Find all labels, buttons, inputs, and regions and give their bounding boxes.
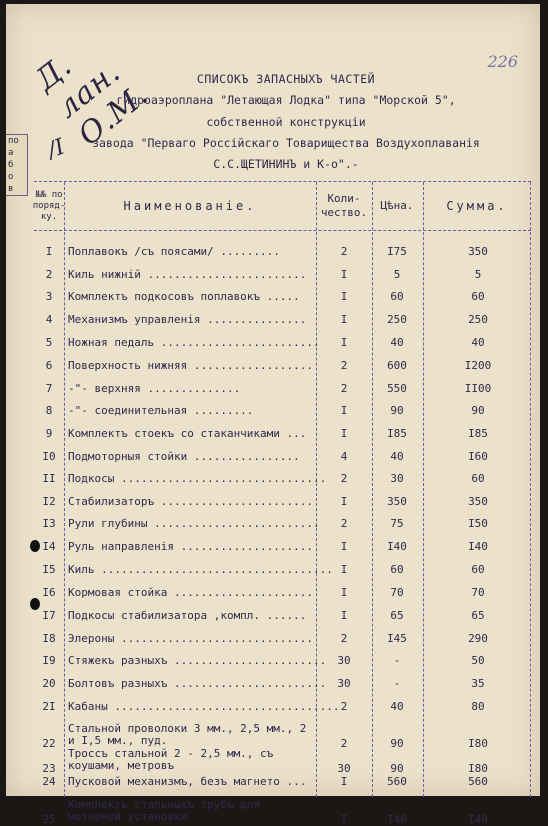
row-quantity: I (340, 813, 348, 826)
row-price: 90 (390, 762, 404, 775)
header-sum: Сумма. (446, 199, 508, 213)
column-divider (423, 182, 424, 797)
row-number: 22 (42, 737, 56, 750)
row-price: 5 (393, 268, 401, 281)
header-quantity: Коли-чество. (320, 192, 368, 219)
row-number: 8 (45, 404, 53, 417)
row-name: Подмоторныя стойки ................ (68, 450, 300, 463)
row-price: 40 (390, 336, 404, 349)
row-sum: 60 (471, 290, 485, 303)
row-name: Элероны ............................. (68, 632, 314, 645)
document-title: СПИСОКЪ ЗАПАСНЫХЪ ЧАСТЕЙ (196, 72, 376, 86)
row-sum: 50 (471, 654, 485, 667)
row-name: Комплектъ подкосовъ поплавокъ ..... (68, 290, 300, 303)
row-number: II (42, 472, 56, 485)
row-quantity: 4 (340, 450, 348, 463)
row-number: I2 (42, 495, 56, 508)
row-price: 550 (387, 382, 407, 395)
row-name: Руль направленія .................... (68, 540, 314, 553)
binding-tab-text: по а б о в (8, 136, 19, 194)
row-price: I85 (387, 427, 407, 440)
row-price: 90 (390, 737, 404, 750)
row-price: I75 (387, 245, 407, 258)
row-number: 25 (42, 813, 56, 826)
title-line-4: завода "Перваго Россійскаго Товарищества Воздухоплаванія (92, 136, 480, 150)
row-name: Поверхность нижняя .................. (68, 359, 314, 372)
row-quantity: I (340, 540, 348, 553)
row-sum: 90 (471, 404, 485, 417)
row-sum: I200 (464, 359, 492, 372)
row-number: 6 (45, 359, 53, 372)
row-name: Подкосы стабилизатора ,компл. ...... (68, 609, 307, 622)
row-price: 65 (390, 609, 404, 622)
handwritten-margin-note: Д. лан. О.М. (28, 48, 156, 153)
parts-table (32, 181, 531, 826)
row-price: I40 (387, 813, 407, 826)
row-quantity: 2 (340, 517, 348, 530)
row-quantity: 30 (337, 677, 351, 690)
row-name: -"- верхняя .............. (68, 382, 241, 395)
row-quantity: 2 (340, 632, 348, 645)
handwritten-mark: /I (44, 134, 69, 164)
header-separator (34, 230, 531, 231)
row-number: 7 (45, 382, 53, 395)
title-line-5: С.С.ЩЕТИНИНЪ и К-о".- (213, 157, 359, 171)
row-quantity: I (340, 290, 348, 303)
row-number: 2 (45, 268, 53, 281)
row-price: 40 (390, 700, 404, 713)
row-number: I0 (42, 450, 56, 463)
row-sum: 80 (471, 700, 485, 713)
row-number: 24 (42, 775, 56, 788)
row-name: Болтовъ разныхъ ....................... (68, 677, 327, 690)
row-name: Комплектъ стальныхъ трубъ для моторной установки (68, 798, 261, 823)
row-sum: 65 (471, 609, 485, 622)
row-name: Комплектъ стоекъ со стаканчиками ... (68, 427, 307, 440)
header-price: Цѣна. (380, 199, 414, 212)
row-sum: 290 (468, 632, 488, 645)
row-price: I45 (387, 632, 407, 645)
row-number: I9 (42, 654, 56, 667)
row-name: Поплавокъ /съ поясами/ ......... (68, 245, 280, 258)
row-quantity: I (340, 268, 348, 281)
row-name: Киль нижній ........................ (68, 268, 307, 281)
row-price: I40 (387, 540, 407, 553)
row-name: Киль ................................... (68, 563, 333, 576)
row-sum: II00 (464, 382, 492, 395)
row-sum: 250 (468, 313, 488, 326)
row-quantity: 2 (340, 700, 348, 713)
title-line-2: гидроаэроплана "Летающая Лодка" типа "Морской 5", (116, 93, 456, 107)
row-price: 350 (387, 495, 407, 508)
binding-tab (6, 134, 28, 196)
row-price: 75 (390, 517, 404, 530)
row-price: 60 (390, 563, 404, 576)
row-price: - (393, 677, 401, 690)
row-name: Подкосы ............................... (68, 472, 327, 485)
header-num: №№ по поряд-ку. (32, 189, 66, 222)
row-sum: 350 (468, 495, 488, 508)
column-divider (64, 182, 65, 797)
row-quantity: 30 (337, 654, 351, 667)
header-name: Наименованіе. (123, 199, 257, 213)
folio-number: 226 (487, 52, 518, 71)
row-price: 40 (390, 450, 404, 463)
row-price: 60 (390, 290, 404, 303)
row-number: I4 (42, 540, 56, 553)
row-number: I (45, 245, 53, 258)
row-number: 23 (42, 762, 56, 775)
row-quantity: 2 (340, 359, 348, 372)
row-price: 90 (390, 404, 404, 417)
row-price: 250 (387, 313, 407, 326)
row-name: Механизмъ управленія ............... (68, 313, 307, 326)
row-number: I5 (42, 563, 56, 576)
row-quantity: I (340, 563, 348, 576)
row-number: I6 (42, 586, 56, 599)
row-price: 70 (390, 586, 404, 599)
row-quantity: I (340, 775, 348, 788)
row-quantity: I (340, 313, 348, 326)
row-number: 2I (42, 700, 56, 713)
row-quantity: I (340, 336, 348, 349)
row-number: 3 (45, 290, 53, 303)
row-name: Кормовая стойка ..................... (68, 586, 314, 599)
row-number: 5 (45, 336, 53, 349)
row-number: I8 (42, 632, 56, 645)
row-number: 4 (45, 313, 53, 326)
row-sum: I50 (468, 517, 488, 530)
title-line-3: собственной конструкціи (206, 115, 366, 129)
row-price: 560 (387, 775, 407, 788)
row-quantity: I (340, 586, 348, 599)
row-quantity: 2 (340, 245, 348, 258)
row-quantity: I (340, 609, 348, 622)
row-name: Троссъ стальной 2 - 2,5 мм., съ коушами, метровъ (68, 747, 274, 772)
row-sum: I60 (468, 450, 488, 463)
row-quantity: I (340, 495, 348, 508)
column-divider (530, 182, 531, 797)
row-number: I7 (42, 609, 56, 622)
row-number: 20 (42, 677, 56, 690)
row-name: Стальной проволоки 3 мм., 2,5 мм., 2 и I,5 мм., пуд. (68, 722, 307, 747)
row-price: - (393, 654, 401, 667)
row-quantity: 2 (340, 737, 348, 750)
row-name: Рули глубины ......................... (68, 517, 320, 530)
row-sum: 60 (471, 563, 485, 576)
row-number: 9 (45, 427, 53, 440)
row-sum: 60 (471, 472, 485, 485)
row-name: Пусковой механизмъ, безъ магнето ... (68, 775, 307, 788)
row-quantity: 2 (340, 472, 348, 485)
row-sum: I40 (468, 540, 488, 553)
row-price: 30 (390, 472, 404, 485)
row-sum: I40 (468, 813, 488, 826)
row-price: 600 (387, 359, 407, 372)
row-name: Кабаны .................................. (68, 700, 340, 713)
row-sum: I80 (468, 762, 488, 775)
row-sum: 70 (471, 586, 485, 599)
row-quantity: I (340, 404, 348, 417)
row-sum: 35 (471, 677, 485, 690)
row-quantity: 30 (337, 762, 351, 775)
row-name: Ножная педаль ........................ (68, 336, 320, 349)
row-sum: I85 (468, 427, 488, 440)
row-sum: I80 (468, 737, 488, 750)
row-name: Стабилизаторъ ....................... (68, 495, 314, 508)
document-page (6, 4, 540, 826)
row-sum: 40 (471, 336, 485, 349)
row-name: Стяжекъ разныхъ ....................... (68, 654, 327, 667)
row-name: -"- соединительная ......... (68, 404, 254, 417)
row-sum: 350 (468, 245, 488, 258)
row-quantity: I (340, 427, 348, 440)
row-sum: 560 (468, 775, 488, 788)
row-quantity: 2 (340, 382, 348, 395)
row-number: I3 (42, 517, 56, 530)
row-sum: 5 (474, 268, 482, 281)
